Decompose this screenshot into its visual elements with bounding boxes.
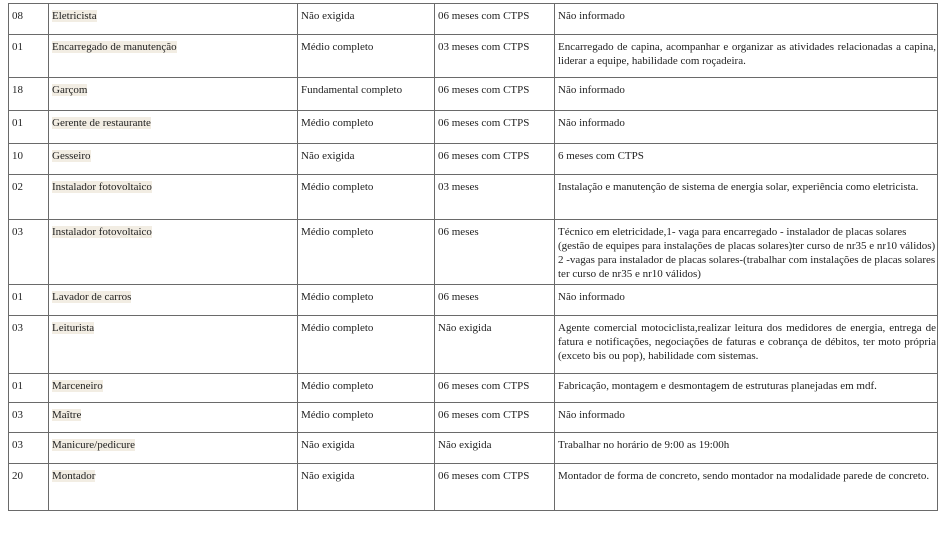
job-openings-document bbox=[8, 3, 937, 511]
vacancy-count: 03 bbox=[9, 316, 49, 374]
table-row bbox=[9, 111, 938, 144]
job-title-text: Manicure/pedicure bbox=[52, 439, 136, 451]
education-requirement: Médio completo bbox=[298, 285, 435, 316]
job-description: Trabalhar no horário de 9:00 as 19:00h bbox=[555, 433, 938, 464]
table-row bbox=[9, 175, 938, 220]
education-requirement: Médio completo bbox=[298, 316, 435, 374]
job-title bbox=[49, 175, 298, 220]
vacancy-count: 01 bbox=[9, 111, 49, 144]
job-title-text: Marceneiro bbox=[52, 380, 103, 392]
vacancy-count: 08 bbox=[9, 4, 49, 35]
experience-requirement: 06 meses com CTPS bbox=[435, 111, 555, 144]
job-description: Não informado bbox=[555, 111, 938, 144]
job-description: Agente comercial motociclista,realizar leitura dos medidores de energia, entrega de fatura e notificações, negociações de faturas e cobrança de débitos, ter moto própria (exceto bis ou pop), habilidade com sistemas. bbox=[555, 316, 938, 374]
job-title bbox=[49, 403, 298, 433]
vacancy-count: 18 bbox=[9, 78, 49, 111]
table-row bbox=[9, 374, 938, 403]
education-requirement: Médio completo bbox=[298, 35, 435, 78]
experience-requirement: 06 meses com CTPS bbox=[435, 78, 555, 111]
job-title-text: Gerente de restaurante bbox=[52, 117, 151, 129]
job-openings-table bbox=[8, 3, 938, 511]
experience-requirement: 06 meses com CTPS bbox=[435, 374, 555, 403]
job-description: Não informado bbox=[555, 403, 938, 433]
table-row bbox=[9, 433, 938, 464]
table-row bbox=[9, 316, 938, 374]
table-row bbox=[9, 403, 938, 433]
education-requirement: Não exigida bbox=[298, 4, 435, 35]
education-requirement: Médio completo bbox=[298, 111, 435, 144]
vacancy-count: 03 bbox=[9, 403, 49, 433]
job-title-text: Eletricista bbox=[52, 10, 97, 22]
experience-requirement: 06 meses bbox=[435, 220, 555, 285]
experience-requirement: 06 meses com CTPS bbox=[435, 4, 555, 35]
job-description: Não informado bbox=[555, 285, 938, 316]
vacancy-count: 01 bbox=[9, 374, 49, 403]
table-row bbox=[9, 285, 938, 316]
job-title bbox=[49, 220, 298, 285]
job-description: Não informado bbox=[555, 4, 938, 35]
job-title-text: Gesseiro bbox=[52, 150, 91, 162]
job-title bbox=[49, 4, 298, 35]
experience-requirement: 06 meses com CTPS bbox=[435, 403, 555, 433]
experience-requirement: 06 meses com CTPS bbox=[435, 464, 555, 511]
job-title bbox=[49, 316, 298, 374]
vacancy-count: 01 bbox=[9, 285, 49, 316]
job-title bbox=[49, 464, 298, 511]
job-description: Encarregado de capina, acompanhar e organizar as atividades relacionadas a capina, liderar a equipe, habilidade com roçadeira. bbox=[555, 35, 938, 78]
table-row bbox=[9, 464, 938, 511]
job-title-text: Leiturista bbox=[52, 322, 95, 334]
job-description: Não informado bbox=[555, 78, 938, 111]
job-title-text: Maître bbox=[52, 409, 82, 421]
vacancy-count: 20 bbox=[9, 464, 49, 511]
vacancy-count: 02 bbox=[9, 175, 49, 220]
vacancy-count: 01 bbox=[9, 35, 49, 78]
education-requirement: Não exigida bbox=[298, 144, 435, 175]
education-requirement: Fundamental completo bbox=[298, 78, 435, 111]
job-title bbox=[49, 433, 298, 464]
job-description: Instalação e manutenção de sistema de energia solar, experiência como eletricista. bbox=[555, 175, 938, 220]
experience-requirement: Não exigida bbox=[435, 316, 555, 374]
job-title bbox=[49, 144, 298, 175]
vacancy-count: 03 bbox=[9, 433, 49, 464]
job-title-text: Instalador fotovoltaico bbox=[52, 181, 152, 193]
education-requirement: Não exigida bbox=[298, 464, 435, 511]
job-description: 6 meses com CTPS bbox=[555, 144, 938, 175]
table-row bbox=[9, 35, 938, 78]
experience-requirement: 03 meses bbox=[435, 175, 555, 220]
experience-requirement: Não exigida bbox=[435, 433, 555, 464]
table-row bbox=[9, 4, 938, 35]
education-requirement: Médio completo bbox=[298, 220, 435, 285]
vacancy-count: 10 bbox=[9, 144, 49, 175]
job-title-text: Montador bbox=[52, 470, 96, 482]
job-title-text: Encarregado de manutenção bbox=[52, 41, 177, 53]
job-title bbox=[49, 285, 298, 316]
education-requirement: Médio completo bbox=[298, 374, 435, 403]
job-title-text: Instalador fotovoltaico bbox=[52, 226, 152, 238]
table-row bbox=[9, 220, 938, 285]
job-title bbox=[49, 78, 298, 111]
experience-requirement: 06 meses bbox=[435, 285, 555, 316]
job-title bbox=[49, 374, 298, 403]
table-row bbox=[9, 144, 938, 175]
job-title bbox=[49, 35, 298, 78]
job-description: Montador de forma de concreto, sendo montador na modalidade parede de concreto. bbox=[555, 464, 938, 511]
job-description: Fabricação, montagem e desmontagem de estruturas planejadas em mdf. bbox=[555, 374, 938, 403]
vacancy-count: 03 bbox=[9, 220, 49, 285]
job-description: Técnico em eletricidade,1- vaga para encarregado - instalador de placas solares (gestão de equipes para instalações de placas solares)ter curso de nr35 e nr10 válidos) 2 -vagas para instalador de placas solares-(trabalhar com instalações de placas solares ter curso de nr35 e nr10 válidos) bbox=[555, 220, 938, 285]
education-requirement: Não exigida bbox=[298, 433, 435, 464]
experience-requirement: 06 meses com CTPS bbox=[435, 144, 555, 175]
job-title bbox=[49, 111, 298, 144]
experience-requirement: 03 meses com CTPS bbox=[435, 35, 555, 78]
education-requirement: Médio completo bbox=[298, 403, 435, 433]
education-requirement: Médio completo bbox=[298, 175, 435, 220]
table-row bbox=[9, 78, 938, 111]
job-title-text: Garçom bbox=[52, 84, 88, 96]
job-title-text: Lavador de carros bbox=[52, 291, 132, 303]
